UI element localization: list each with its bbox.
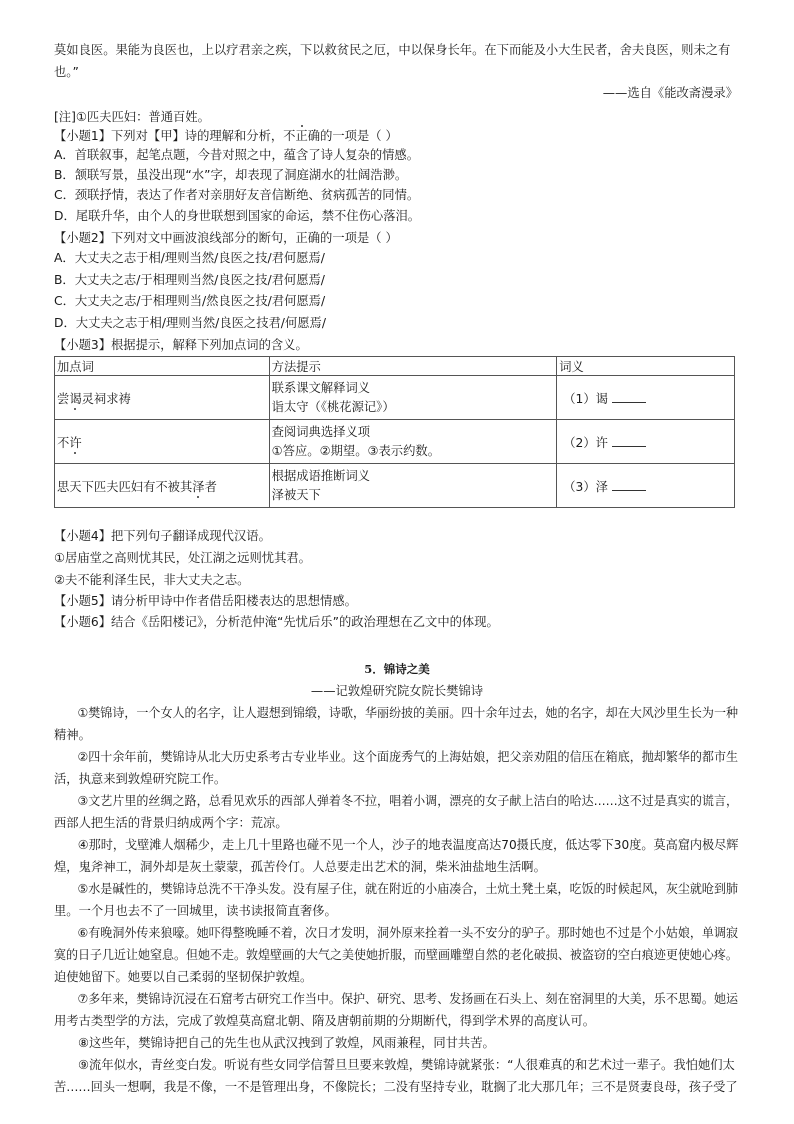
- dotted-word-1: 谒: [69, 389, 81, 407]
- question-2-option-c: C．大丈夫之志/于相理则当/然良医之技/君何愿焉/: [54, 294, 326, 308]
- annotation-note: [注]①匹夫匹妇：普通百姓。: [54, 110, 210, 124]
- answer-blank[interactable]: [612, 436, 646, 447]
- article-line: 苦……回头一想啊，我是不像，一不是管理出身，不像院长；二没有坚持专业，耽搁了北大那几年；三不是贤妻良母，孩子受了: [54, 1080, 738, 1094]
- article-line: ②四十余年前，樊锦诗从北大历史系考古专业毕业。这个面庞秀气的上海姑娘，把父亲劝阻的信压在箱底，抛却繁华的都市生: [77, 750, 739, 764]
- table-cell-word: [55, 420, 270, 464]
- article-line: ⑤水是碱性的，樊锦诗总洗不干净头发。没有屋子住，就在附近的小庙凑合，土炕土凳土桌，吃饭的时候起风，灰尘就呛到肺: [77, 882, 739, 896]
- question-3-stem: 【小题3】根据提示，解释下列加点词的含义。: [54, 338, 308, 352]
- question-1-stem: [54, 127, 398, 145]
- question-1-prefix: 【小题1】下列对【甲】诗的理解和分析，: [54, 129, 284, 143]
- article-line: ⑨流年似水，青丝变白发。听说有些女同学信誓旦旦要来敦煌，樊锦诗就紧张：“人很难真的和艺术过一辈子。我怕她们太: [78, 1058, 735, 1072]
- table-cell-meaning: [557, 464, 735, 508]
- answer-blank[interactable]: [612, 392, 646, 403]
- article-line: ④那时，戈壁滩人烟稀少，走上几十里路也碰不见一个人，沙子的地表温度高达70摄氏度，低达零下30度。莫高窟内极尽辉: [77, 838, 739, 852]
- question-1-option-b: B．颔联写景，虽没出现“水”字，却表现了洞庭湖水的壮阔浩渺。: [54, 168, 408, 182]
- article-line: 用考古类型学的方法，完成了敦煌莫高窟北朝、隋及唐朝前期的分期断代，得到学术界的高度认可。: [54, 1014, 596, 1028]
- word-prefix-3: 思天下匹夫匹妇有不被其: [57, 479, 193, 494]
- meaning-label: （2）许: [563, 435, 608, 450]
- word-prefix-1: 尝: [57, 391, 70, 406]
- question-4-sentence-2: ②夫不能利泽生民，非大丈夫之志。: [54, 573, 250, 587]
- hint-line: 查阅词典选择义项: [271, 424, 371, 439]
- article-line: 里。一个月也去不了一回城里，读书读报简直奢侈。: [54, 904, 337, 918]
- table-cell-hint: [269, 464, 557, 508]
- question-1-option-c: C．颈联抒情，表达了作者对亲朋好友音信断绝、贫病孤苦的同情。: [54, 188, 420, 202]
- article-line: ⑦多年来，樊锦诗沉浸在石窟考古研究工作当中。保护、研究、思考、发扬画在石头上、刻在窑洞里的大美，乐不思蜀。她运: [77, 992, 739, 1006]
- dotted-word-2: 许: [69, 433, 81, 451]
- word-suffix-1: 灵祠求祷: [81, 391, 131, 406]
- hint-line: 联系课文解释词义: [271, 380, 371, 395]
- header-cell-hint: 方法提示: [269, 357, 557, 376]
- hint-line: 泽被天下: [271, 487, 321, 502]
- dotted-word-3: 泽: [192, 477, 204, 495]
- table-cell-meaning: [557, 420, 735, 464]
- question-1-option-a: A．首联叙事，起笔点题，今昔对照之中，蕴含了诗人复杂的情感。: [54, 148, 420, 162]
- vocabulary-table: [54, 356, 735, 508]
- question-1-emphasis: 不正确: [283, 129, 321, 143]
- article-line: ⑥有晚洞外传来狼嚎。她吓得整晚睡不着，次日才发明，洞外原来拴着一头不安分的驴子。那时她也不过是个小姑娘，单调寂: [77, 926, 739, 940]
- word-prefix-2: 不: [57, 435, 70, 450]
- question-2-option-a: A．大丈夫之志于相/理则当然/良医之技/君何愿焉/: [54, 251, 325, 265]
- article-line: 精神。: [54, 728, 91, 742]
- question-2-option-d: D．大丈夫之志于相/理则当然/良医之技君/何愿焉/: [54, 316, 326, 330]
- article-line: ⑧这些年，樊锦诗把自己的先生也从武汉拽到了敦煌，风雨兼程，同甘共苦。: [78, 1036, 495, 1050]
- hint-line: 根据成语推断词义: [271, 468, 371, 483]
- table-cell-hint: [269, 420, 557, 464]
- meaning-label: （1）谒: [563, 391, 608, 406]
- header-cell-meaning: 词义: [557, 357, 735, 376]
- question-5: 【小题5】请分析甲诗中作者借岳阳楼表达的思想情感。: [54, 594, 357, 608]
- article-line: 寞的日子几近让她窒息。但她不走。敦煌壁画的大气之美使她折服，而壁画雕塑自然的老化破损、被盗窃的空白痕迹更使她心疼。: [54, 948, 738, 962]
- article-line: 煌，鬼斧神工，洞外却是灰土蒙蒙，孤苦伶仃。人总要走出艺术的洞，柴米油盐地生活啊。: [54, 860, 546, 874]
- article-line: 活，执意来到敦煌研究院工作。: [54, 772, 227, 786]
- passage-source: ——选自《能改斋漫录》: [602, 86, 738, 100]
- question-2-stem: 【小题2】下列对文中画波浪线部分的断句，正确的一项是（ ）: [54, 231, 398, 245]
- table-row: [55, 376, 735, 420]
- question-1-suffix: 的一项是（ ）: [320, 129, 398, 143]
- article-line: 迫使她留下。她要以自己柔弱的坚韧保护敦煌。: [54, 970, 313, 984]
- article-line: ③文艺片里的丝绸之路，总看见欢乐的西部人弹着冬不拉，唱着小调，漂亮的女子献上洁白的哈达……这不过是真实的谎言，: [77, 794, 739, 808]
- hint-line: 诣太守（《桃花源记》）: [271, 399, 395, 414]
- table-cell-hint: [269, 376, 557, 420]
- passage-line-1: 莫如良医。果能为良医也，上以疗君亲之疾，下以救贫民之厄，中以保身长年。在下而能及小大生民者，舍夫良医，则未之有: [54, 43, 731, 57]
- hint-line: ①答应。②期望。③表示约数。: [271, 443, 440, 458]
- question-4-sentence-1: ①居庙堂之高则忧其民，处江湖之远则忧其君。: [54, 551, 311, 565]
- table-cell-meaning: [557, 376, 735, 420]
- answer-blank[interactable]: [612, 480, 646, 491]
- article-body: [54, 702, 737, 1098]
- question-2-option-b: B．大丈夫之志/于相理则当然/良医之技/君何愿焉/: [54, 273, 325, 287]
- table-row: [55, 464, 735, 508]
- table-cell-word: [55, 464, 270, 508]
- table-header-row: [55, 357, 735, 376]
- article-title: 5．锦诗之美: [364, 662, 430, 676]
- article-subtitle: ——记敦煌研究院女院长樊锦诗: [310, 684, 484, 698]
- table-row: [55, 420, 735, 464]
- question-6: 【小题6】结合《岳阳楼记》，分析范仲淹“先忧后乐”的政治理想在乙文中的体现。: [54, 615, 499, 629]
- question-4-stem: 【小题4】把下列句子翻译成现代汉语。: [54, 529, 271, 543]
- article-line: ①樊锦诗，一个女人的名字，让人遐想到锦缎，诗歌，华丽纷披的美丽。四十余年过去，她的名字，却在大风沙里生长为一种: [77, 706, 739, 720]
- table-cell-word: [55, 376, 270, 420]
- word-suffix-3: 者: [204, 479, 217, 494]
- question-1-option-d: D．尾联升华，由个人的身世联想到国家的命运，禁不住伤心落泪。: [54, 209, 421, 223]
- passage-line-2: 也。”: [54, 65, 79, 79]
- header-cell-word: 加点词: [55, 357, 270, 376]
- meaning-label: （3）泽: [563, 479, 608, 494]
- article-line: 西部人把生活的背景归纳成两个字：荒凉。: [54, 816, 288, 830]
